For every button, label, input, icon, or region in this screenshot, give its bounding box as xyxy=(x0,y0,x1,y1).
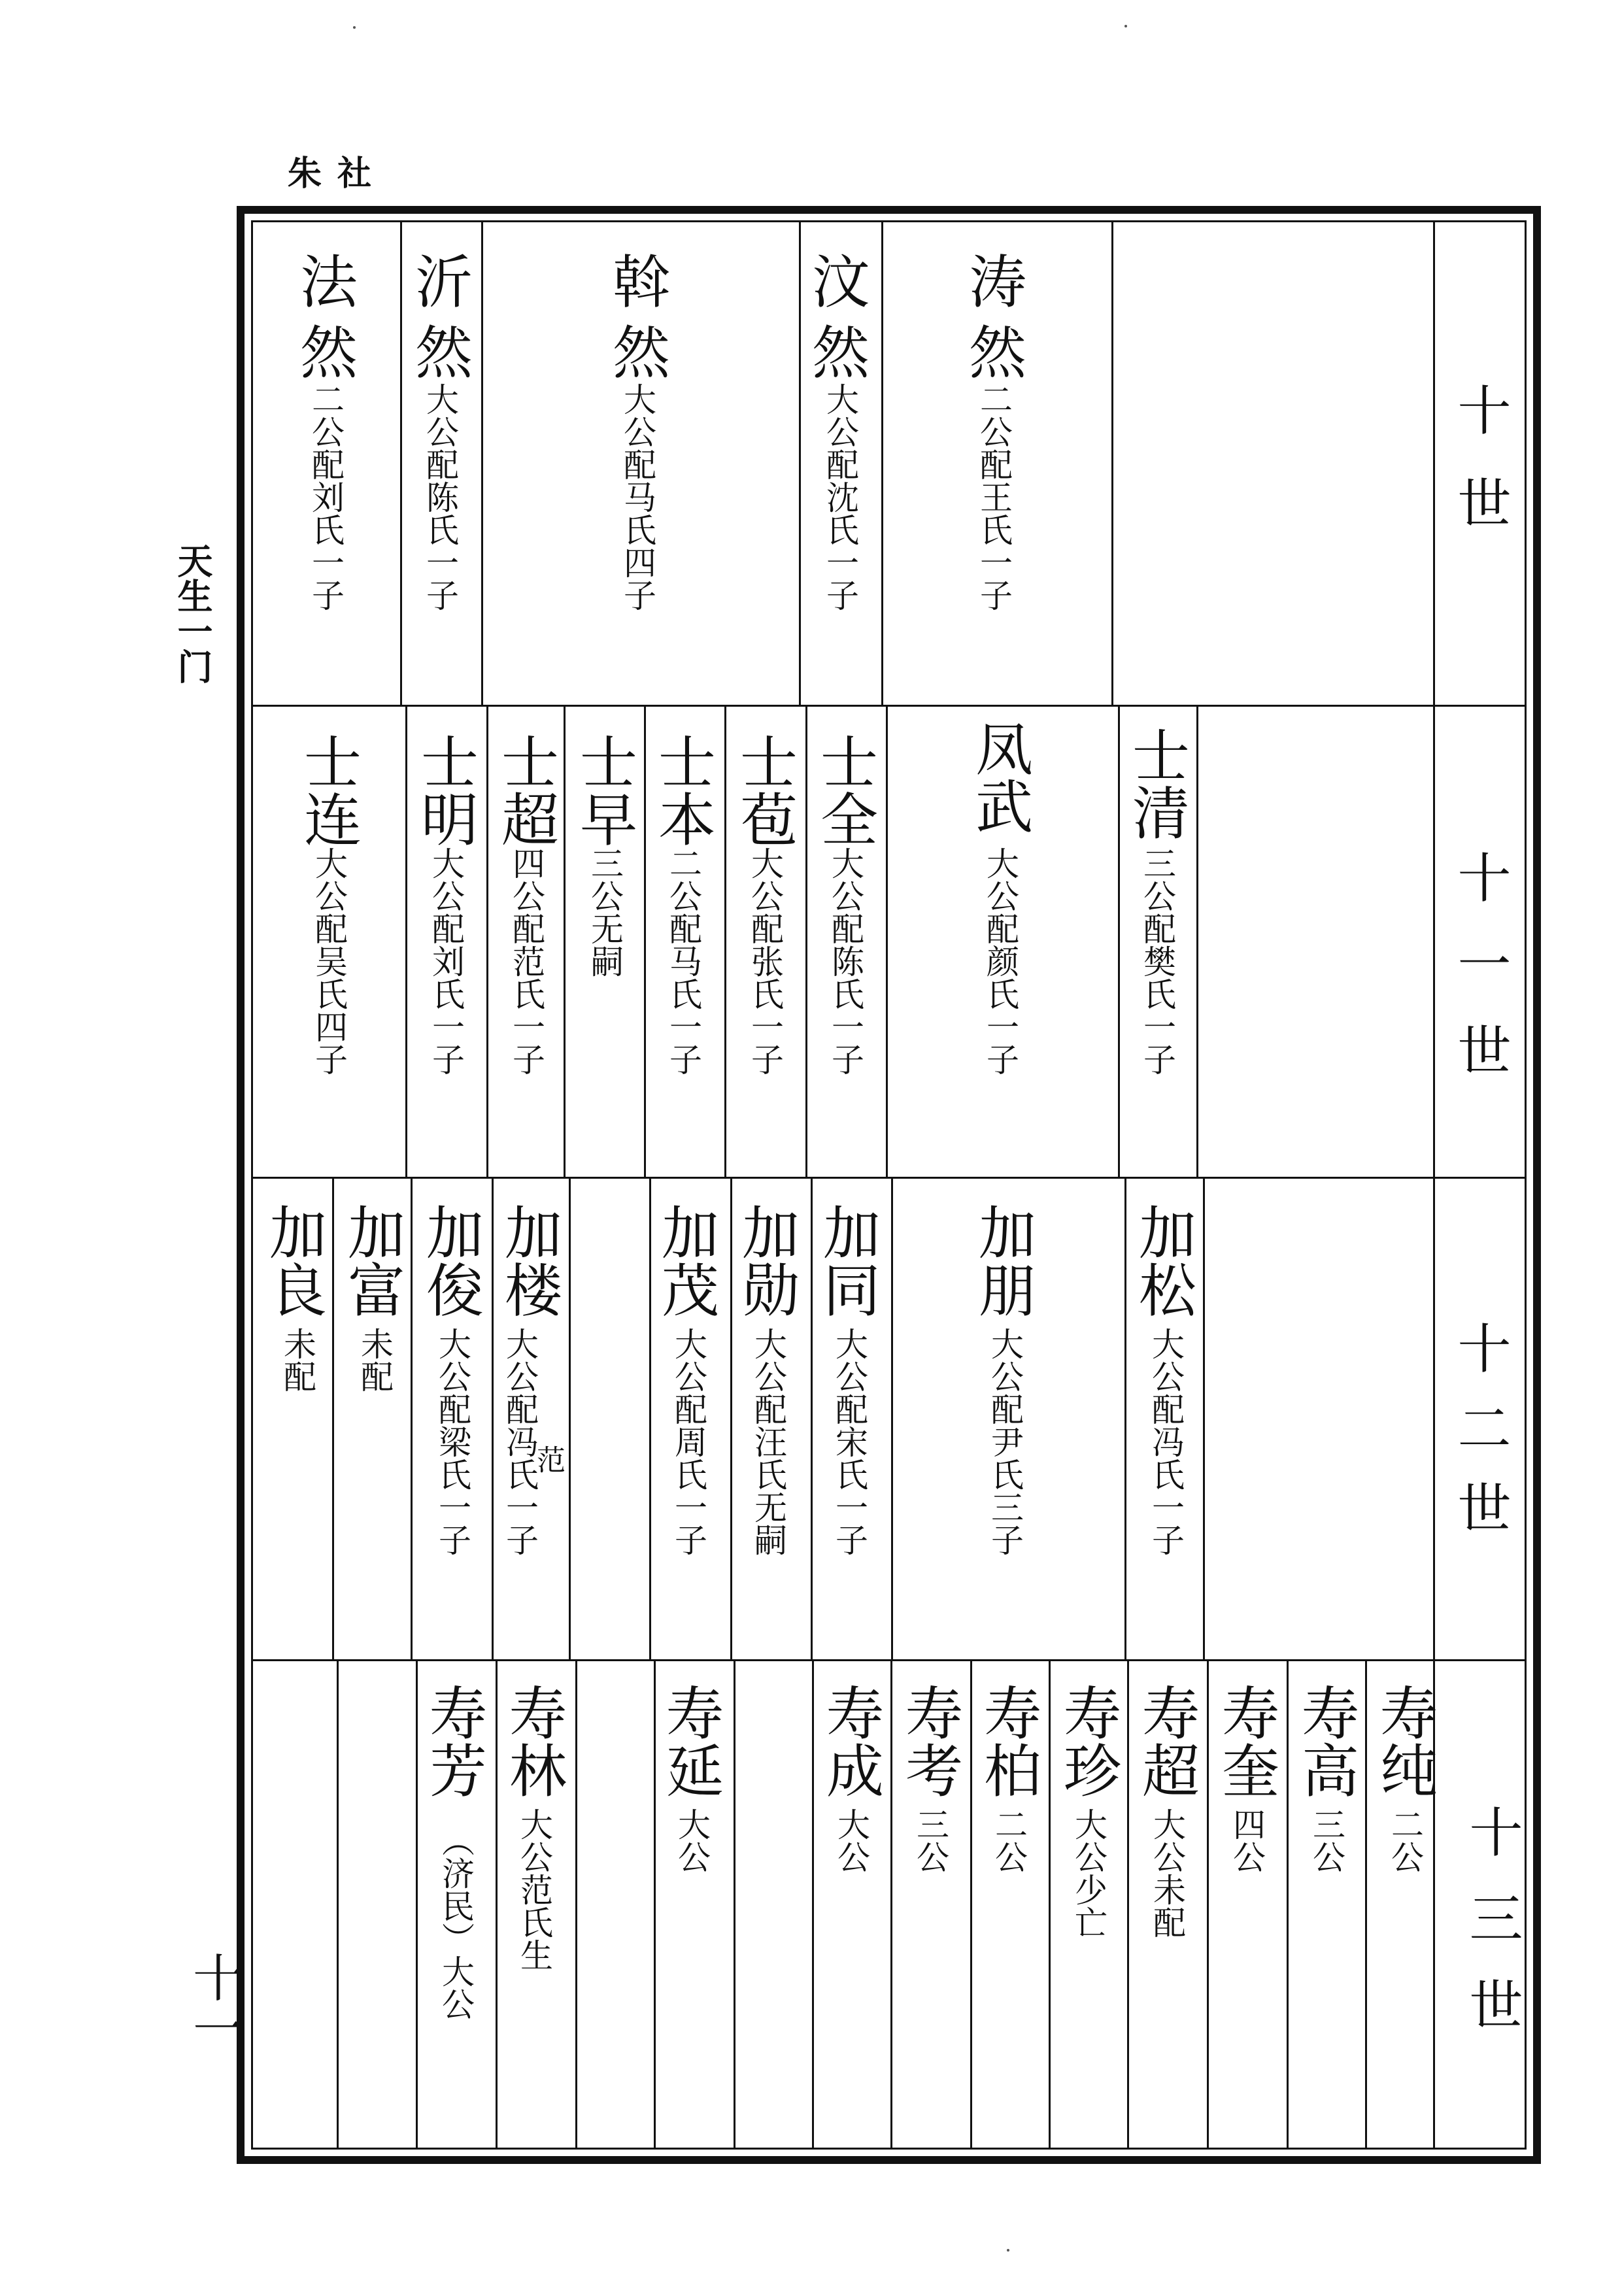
person-name: 汶然 xyxy=(803,252,870,393)
person-name: 寿奎 xyxy=(1213,1683,1280,1798)
col-divider xyxy=(1118,706,1120,1178)
col-divider xyxy=(724,706,726,1178)
col-divider xyxy=(1203,1178,1205,1661)
col-divider xyxy=(1365,1661,1367,2148)
col-divider xyxy=(1049,1661,1051,2148)
person-note: 大公配周氏一子 xyxy=(669,1327,707,1556)
person-name: 加松 xyxy=(1130,1203,1197,1318)
col-divider xyxy=(496,1661,498,2148)
person-note: 大公配吴氏四子 xyxy=(310,847,348,1075)
col-divider xyxy=(400,222,402,706)
col-divider xyxy=(405,706,407,1178)
col-divider xyxy=(799,222,801,706)
col-divider xyxy=(1127,1661,1129,2148)
row-divider-1 xyxy=(252,705,1525,707)
col-divider xyxy=(564,706,566,1178)
person-note: 三公配樊氏一子 xyxy=(1138,847,1176,1075)
person-note: 大公配宋氏一子 xyxy=(830,1327,868,1556)
col-divider xyxy=(1196,706,1198,1178)
person-name: 加勋 xyxy=(733,1203,800,1318)
col-divider xyxy=(411,1178,413,1661)
person-name: 寿延 xyxy=(657,1683,724,1798)
person-note: 大公配张氏一子 xyxy=(746,847,784,1075)
person-note: 大公配沈氏一子 xyxy=(821,382,859,611)
col-divider xyxy=(890,1661,892,2148)
person-note: 大公配陈氏一子 xyxy=(826,847,864,1075)
side-annotation: 范 xyxy=(532,1445,565,1474)
scan-speck xyxy=(1124,25,1127,27)
col-divider xyxy=(337,1661,339,2148)
person-note: 四公配范氏一子 xyxy=(507,847,545,1075)
person-name: 寿林 xyxy=(500,1683,567,1798)
person-note: 三公 xyxy=(911,1808,949,1873)
person-note: 大公配陈氏一子 xyxy=(421,382,459,611)
person-note: 三公 xyxy=(1308,1808,1345,1873)
col-divider xyxy=(730,1178,732,1661)
person-name: 涛然 xyxy=(960,252,1027,393)
person-note: 大公配梁氏一子 xyxy=(433,1327,471,1556)
margin-label: 天生一门 xyxy=(172,543,214,684)
col-divider xyxy=(492,1178,494,1661)
person-note: 未配 xyxy=(356,1327,394,1393)
person-note: 大公配冯氏一子 xyxy=(1147,1327,1185,1556)
col-divider xyxy=(1111,222,1113,706)
col-divider xyxy=(805,706,807,1178)
col-divider xyxy=(481,222,483,706)
col-divider xyxy=(575,1661,577,2148)
page-header: 朱社 xyxy=(288,154,388,194)
person-note: 大公配马氏四子 xyxy=(618,382,656,611)
person-note: 大公 xyxy=(832,1808,870,1873)
generation-label-11: 十一世 xyxy=(1449,850,1511,1109)
person-name: 士苞 xyxy=(731,732,798,847)
scan-speck xyxy=(353,26,356,29)
person-name: 加朋 xyxy=(970,1203,1037,1318)
generation-column-divider xyxy=(1433,222,1435,2148)
person-name: 加同 xyxy=(814,1203,881,1318)
col-divider xyxy=(886,706,888,1178)
row-divider-2 xyxy=(252,1177,1525,1179)
person-name: 士全 xyxy=(811,732,879,847)
generation-label-10: 十世 xyxy=(1449,382,1511,568)
person-note: 二公配王氏一子 xyxy=(975,382,1013,611)
person-note: 大公少亡 xyxy=(1070,1808,1107,1938)
person-note: 三公无嗣 xyxy=(586,847,624,977)
col-divider xyxy=(569,1178,571,1661)
col-divider xyxy=(654,1661,656,2148)
col-divider xyxy=(881,222,883,706)
col-divider xyxy=(649,1178,651,1661)
person-note: 大公未配 xyxy=(1148,1808,1186,1938)
person-name: 寿高 xyxy=(1293,1683,1360,1798)
person-name: 加楼 xyxy=(496,1203,563,1318)
col-divider xyxy=(1287,1661,1289,2148)
row-divider-3 xyxy=(252,1659,1525,1661)
person-name: 寿成 xyxy=(817,1683,885,1798)
person-note: 大公配尹氏三子 xyxy=(986,1327,1024,1556)
col-divider xyxy=(811,1178,813,1661)
person-note: 大公配颜氏一子 xyxy=(981,847,1019,1075)
generation-label-13: 十三世 xyxy=(1461,1804,1523,2063)
person-name: 寿珍 xyxy=(1055,1683,1122,1798)
person-name: 士早 xyxy=(571,732,638,847)
col-divider xyxy=(891,1178,893,1661)
person-name: 士清 xyxy=(1123,726,1191,841)
person-name: 寿考 xyxy=(896,1683,964,1798)
col-divider xyxy=(812,1661,814,2148)
person-name: 寿柏 xyxy=(975,1683,1042,1798)
person-name: 士超 xyxy=(492,732,560,847)
scan-speck xyxy=(1007,2249,1009,2252)
generation-label-12: 十二世 xyxy=(1449,1321,1511,1560)
person-note: 大公配刘氏一子 xyxy=(427,847,465,1075)
person-name: 加俊 xyxy=(417,1203,484,1318)
person-note: （济民）大公 xyxy=(437,1824,475,2020)
col-divider xyxy=(1207,1661,1209,2148)
col-divider xyxy=(1124,1178,1126,1661)
person-note: 二公 xyxy=(990,1808,1028,1873)
person-name: 斡然 xyxy=(603,252,671,393)
person-name: 寿芳 xyxy=(420,1683,488,1798)
person-name: 寿纯 xyxy=(1371,1683,1438,1798)
col-divider xyxy=(644,706,646,1178)
col-divider xyxy=(486,706,488,1178)
page-number: 十一 xyxy=(184,1951,243,2053)
person-note: 大公配汪氏无嗣 xyxy=(749,1327,787,1556)
person-note: 未配 xyxy=(279,1327,316,1393)
col-divider xyxy=(332,1178,334,1661)
col-divider xyxy=(416,1661,418,2148)
col-divider xyxy=(970,1661,972,2148)
person-note: 大公配冯氏一子 xyxy=(501,1327,539,1556)
person-note: 二公 xyxy=(1386,1808,1424,1873)
person-note: 二公配马氏一子 xyxy=(664,847,702,1075)
person-note: 大公范氏生 xyxy=(515,1808,553,1971)
col-divider xyxy=(734,1661,735,2148)
person-name: 加富 xyxy=(339,1203,406,1318)
person-note: 二公配刘氏一子 xyxy=(307,382,345,611)
person-name: 法然 xyxy=(291,252,358,393)
person-name: 凤武 xyxy=(966,719,1034,834)
person-name: 加良 xyxy=(260,1203,328,1318)
person-note: 大公 xyxy=(673,1808,711,1873)
person-name: 士明 xyxy=(412,732,479,847)
person-name: 寿超 xyxy=(1133,1683,1200,1798)
person-name: 沂然 xyxy=(406,252,473,393)
person-name: 加茂 xyxy=(652,1203,720,1318)
person-note: 四公 xyxy=(1228,1808,1266,1873)
person-name: 士连 xyxy=(295,732,362,847)
person-name: 士本 xyxy=(649,732,717,847)
